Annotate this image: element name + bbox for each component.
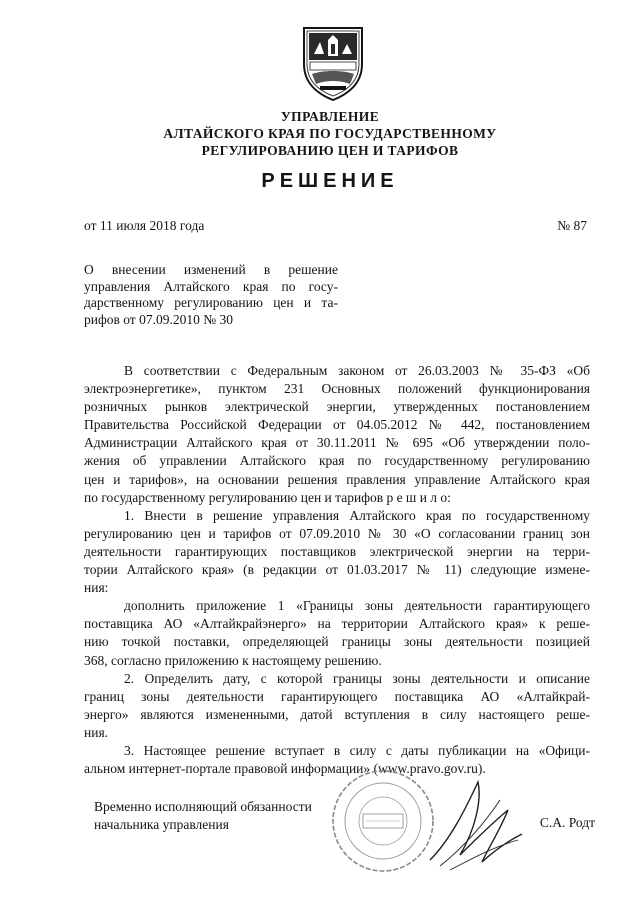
body-line: тории Алтайского края» (в редакции от 01.03.2017 № 11) следующие измене-: [84, 562, 590, 578]
body-line: 3. Настоящее решение вступает в силу с даты публикации на «Офици-: [124, 742, 590, 758]
body-line: 368, согласно приложению к настоящему решению.: [84, 652, 382, 668]
body-line: дополнить приложение 1 «Границы зоны деятельности гарантирующего: [124, 598, 590, 614]
body-line: регулированию цен и тарифов от 07.09.2010 № 30 «О согласовании границ зон: [84, 525, 590, 541]
subject-line: управления Алтайского края по госу-: [84, 278, 338, 294]
document-title: РЕШЕНИЕ: [261, 170, 399, 192]
body-line: ния:: [84, 580, 109, 596]
signatory-position: [94, 798, 312, 834]
header-line-1: УПРАВЛЕНИЕ: [280, 109, 380, 124]
document-body: [84, 362, 590, 778]
body-line: 1. Внести в решение управления Алтайского края по государственному: [124, 507, 590, 523]
header-line-2: АЛТАЙСКОГО КРАЯ ПО ГОСУДАРСТВЕННОМУ: [163, 126, 497, 141]
body-line: альном интернет-портале правовой информации» (www.pravo.gov.ru).: [84, 761, 486, 777]
body-line: границ зоны деятельности гарантирующего поставщика АО «Алтайкрай-: [84, 688, 590, 704]
document-subject: [84, 262, 338, 328]
document-date: от 11 июля 2018 года: [84, 218, 205, 233]
coat-of-arms-emblem-icon: [298, 24, 368, 102]
body-line: Администрации Алтайского края от 30.11.2011 № 695 «Об утверждении поло-: [84, 435, 590, 451]
signatory-position-line-2: начальника управления: [94, 817, 229, 832]
document-number: № 87: [557, 218, 587, 233]
handwritten-signature-icon: [420, 770, 530, 880]
body-line: электроэнергетике», пунктом 231 Основных положений функционирования: [84, 381, 590, 397]
subject-line: дарственному регулированию цен и та-: [84, 295, 338, 310]
body-line: по государственному регулированию цен и тарифов р е ш и л о:: [84, 489, 451, 505]
body-line: жения об управлении Алтайского края по государственному регулированию: [84, 453, 590, 469]
body-line: ния.: [84, 724, 109, 740]
subject-line: О внесении изменений в решение: [84, 262, 338, 277]
body-line: В соответствии с Федеральным законом от 26.03.2003 № 35-ФЗ «Об: [124, 363, 590, 378]
body-line: Правительства Российской Федерации от 04.05.2012 № 442, постановлением: [84, 417, 590, 433]
header-line-3: РЕГУЛИРОВАНИЮ ЦЕН И ТАРИФОВ: [201, 143, 459, 158]
body-line: цен и тарифов», на основании решения правления управление Алтайского края: [84, 471, 590, 487]
body-line: розничных рынков электрической энергии, утвержденных постановлением: [84, 399, 590, 415]
signatory-name: С.А. Родт: [539, 815, 595, 830]
body-line: поставщика АО «Алтайкрайэнерго» на территории Алтайского края» к реше-: [84, 616, 590, 632]
body-line: энерго» являются измененными, датой вступления в силу настоящего реше-: [84, 706, 590, 722]
subject-line: рифов от 07.09.2010 № 30: [84, 311, 233, 327]
body-line: нию точкой поставки, определяющей границы зоны деятельности позицией: [84, 634, 590, 650]
body-line: 2. Определить дату, с которой границы зоны деятельности и описание: [124, 670, 590, 686]
signatory-position-line-1: Временно исполняющий обязанности: [94, 799, 312, 814]
body-line: деятельности гарантирующих поставщиков электрической энергии на терри-: [84, 543, 590, 559]
issuer-header: [90, 108, 570, 159]
